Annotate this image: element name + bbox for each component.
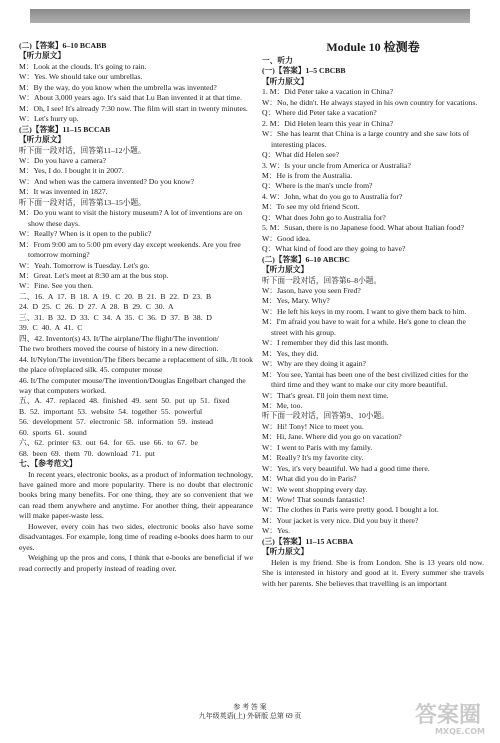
text-line: Q：What kind of food are they going to have? — [262, 244, 406, 254]
text-line: 60. sports 61. sound — [19, 427, 87, 437]
text-line: M：Do you want to visit the history museum? A lot of inventions are on show these days. — [19, 208, 243, 228]
text-line: Q：What does John go to Australia for? — [262, 212, 386, 222]
text-line: 46. It/The computer mouse/The invention/Douglas Engelbart changed the way that computers worked. — [19, 375, 246, 395]
text-line: W：No, he didn't. He always stayed in his own country for vacations. — [262, 97, 478, 107]
text-line: W：Let's hurry up. — [19, 114, 79, 124]
text-line: W：Yes. We should take our umbrellas. — [19, 72, 143, 82]
watermark-logo — [400, 698, 496, 738]
text-line: W：Why are they doing it again? — [262, 359, 366, 369]
text-line: W：She has learnt that China is a large country and she saw lots of interesting places. — [262, 129, 470, 149]
text-line: M：Yes, they did. — [262, 348, 319, 358]
section-heading: 【听力原文】 — [19, 51, 66, 61]
text-line: 听下面一段对话，回答第13–15小题。 — [19, 197, 146, 207]
text-line: M：By the way, do you know when the umbrella was invented? — [19, 82, 217, 92]
text-line: W：The clothes in Paris were pretty good. I bought a lot. — [262, 505, 439, 515]
text-line: 四、42. Inventor(s) 43. It/The airplane/The flight/The invention/ — [19, 333, 219, 343]
text-line: W：Hi! Tony! Nice to meet you. — [262, 421, 364, 431]
text-line: W：I went to Paris with my family. — [262, 442, 373, 452]
section-heading: 一、听力 — [262, 56, 293, 65]
text-line: 5. M：Susan, there is no Japanese food. What about Italian food? — [262, 223, 465, 233]
text-line: M：Really? It's my favorite city. — [262, 453, 364, 463]
header-bar — [30, 9, 470, 23]
text-line: B. 52. important 53. website 54. together 55. powerful — [19, 406, 203, 416]
text-line: M：Your jacket is very nice. Did you buy it there? — [262, 515, 419, 525]
text-line: W：Yeah. Tomorrow is Tuesday. Let's go. — [19, 260, 150, 270]
text-line: 56. development 57. electronic 58. information 59. instead — [19, 417, 213, 427]
text-line: Q：Where is the man's uncle from? — [262, 181, 373, 191]
text-line: 五、A. 47. replaced 48. finished 49. sent 50. put up 51. fixed — [19, 396, 230, 406]
left-column — [19, 41, 253, 574]
text-line: W：I remember they did this last month. — [262, 338, 389, 348]
text-line: 2. M：Did Helen learn this year in China? — [262, 118, 394, 128]
section-heading: (二)【答案】6–10 ABCBC — [262, 254, 350, 264]
text-line: M：Yes, Mary. Why? — [262, 296, 330, 306]
text-line: M：You see, Yantai has been one of the best civilized cities for the third time and they want to make our city more beautiful. — [262, 369, 469, 390]
text-line: W：Jason, have you seen Fred? — [262, 285, 361, 295]
section-heading: 【听力原文】 — [19, 135, 66, 145]
text-line: M：He is from the Australia. — [262, 170, 353, 180]
text-line: M：Oh, I see! It's already 7:30 now. The film will start in twenty minutes. — [19, 103, 248, 113]
text-line: W：Yes, it's very beautiful. We had a good time there. — [262, 463, 430, 473]
text-line: 39. C 40. A 41. C — [19, 323, 83, 333]
section-heading: 【听力原文】 — [262, 547, 309, 557]
text-line: W：We went shopping every day. — [262, 484, 368, 494]
text-line: M：What did you do in Paris? — [262, 474, 357, 484]
text-line: 三、31. B 32. D 33. C 34. A 35. C 36. D 37. B 38. D — [19, 312, 212, 322]
text-line: W：Yes. — [262, 526, 291, 536]
text-line: W：Fine. See you then. — [19, 281, 94, 291]
text-line: W：And when was the camera invented? Do you know? — [19, 176, 195, 186]
text-line: Helen is my friend. She is from London. She is 13 years old now. She is interested in history and good at it. Every summer she travels with her parents. She believes that travelling is an important — [262, 557, 484, 588]
section-heading: (一)【答案】1–5 CBCBB — [262, 66, 346, 76]
watermark-subtext: MXQE.COM — [434, 727, 486, 736]
text-line: However, every coin has two sides, electronic books also have some disadvantages. For example, long time of reading e-books does harm to our eyes. — [19, 521, 253, 552]
text-line: M：Yes, I do. I bought it in 2007. — [19, 166, 124, 176]
section-heading: 【听力原文】 — [262, 265, 309, 275]
text-line: 1. M：Did Peter take a vacation in China? — [262, 87, 394, 97]
section-heading: 【听力原文】 — [262, 76, 309, 86]
text-line: M：Me, too. — [262, 400, 303, 410]
section-heading: (二)【答案】6–10 BCABB — [19, 41, 107, 50]
text-line: 4. W：John, what do you go to Australia for? — [262, 191, 403, 201]
text-line: W：That's great. I'll join them next time. — [262, 390, 389, 400]
footer-page-info: 九年级英语(上) 外研版 总第 69 页 — [198, 712, 302, 720]
watermark-text: 答案圈 — [414, 703, 482, 728]
text-line: M：Wow! That sounds fantastic! — [262, 495, 365, 505]
text-line: 3. W：Is your uncle from America or Australia? — [262, 160, 411, 170]
text-line: W：Really? When is it open to the public? — [19, 229, 152, 239]
footer-label: 参 考 答 案 — [233, 703, 267, 711]
text-line: In recent years, electronic books, as a product of information technology, have gained more and more popularity. There is no doubt that electronic books bring many benefits. For one thing, they are so convenient that we can read them anywhere and anytime. For another thing, their appearance will make paper-waste less. — [19, 469, 253, 521]
text-line: M：Look at the clouds. It's going to rain. — [19, 61, 147, 71]
text-line: 24. D 25. C 26. D 27. A 28. B 29. C 30. A — [19, 302, 174, 312]
text-line: 二、16. A 17. B 18. A 19. C 20. B 21. B 22. D 23. B — [19, 291, 212, 301]
text-line: Weighing up the pros and cons, I think that e-books are beneficial if we read correctly and properly instead of reading over. — [19, 553, 253, 573]
right-column — [262, 41, 484, 589]
text-line: 听下面一段对话，回答第9、10小题。 — [262, 411, 389, 421]
text-line: W：About 3,000 years ago. It's said that Lu Ban invented it at that time. — [19, 93, 242, 103]
text-line: The two brothers moved the course of history in a new direction. — [19, 344, 219, 354]
text-line: M：It was invented in 1827. — [19, 187, 108, 197]
module-title: Module 10 检测卷 — [326, 40, 420, 54]
text-line: W：Good idea. — [262, 233, 311, 243]
section-heading: (三)【答案】11–15 ACBBA — [262, 536, 354, 546]
text-line: M：From 9:00 am to 5:00 pm every day except weekends. Are you free tomorrow morning? — [19, 239, 241, 260]
text-line: Q：Where did Peter take a vacation? — [262, 108, 377, 118]
text-line: M：Hi, Jane. Where did you go on vacation? — [262, 432, 402, 442]
text-line: Q：What did Helen see? — [262, 150, 340, 160]
text-line: M：To see my old friend Scott. — [262, 202, 360, 212]
text-line: 听下面一段对话，回答第6–8小题。 — [262, 275, 382, 285]
text-line: 44. It/Nylon/The invention/The fibers became a replacement of silk. /It took the place of/replaced silk. 45. computer mouse — [19, 354, 253, 375]
text-line: 六、62. printer 63. out 64. for 65. use 66. to 67. be — [19, 438, 198, 448]
text-line: 68. been 69. them 70. download 71. put — [19, 448, 155, 458]
text-line: 听下面一段对话，回答第11–12小题。 — [19, 145, 146, 155]
text-line: M：Great. Let's meet at 8:30 am at the bus stop. — [19, 270, 169, 280]
text-line: M：I'm afraid you have to wait for a while. He's gone to clean the street with his group. — [262, 317, 466, 337]
text-line: W：He left his keys in my room. I want to give them back to him. — [262, 306, 467, 316]
text-line: W：Do you have a camera? — [19, 155, 107, 165]
section-heading: (三)【答案】11–15 BCCAB — [19, 124, 111, 134]
section-heading: 七、【参考范文】 — [19, 459, 77, 469]
